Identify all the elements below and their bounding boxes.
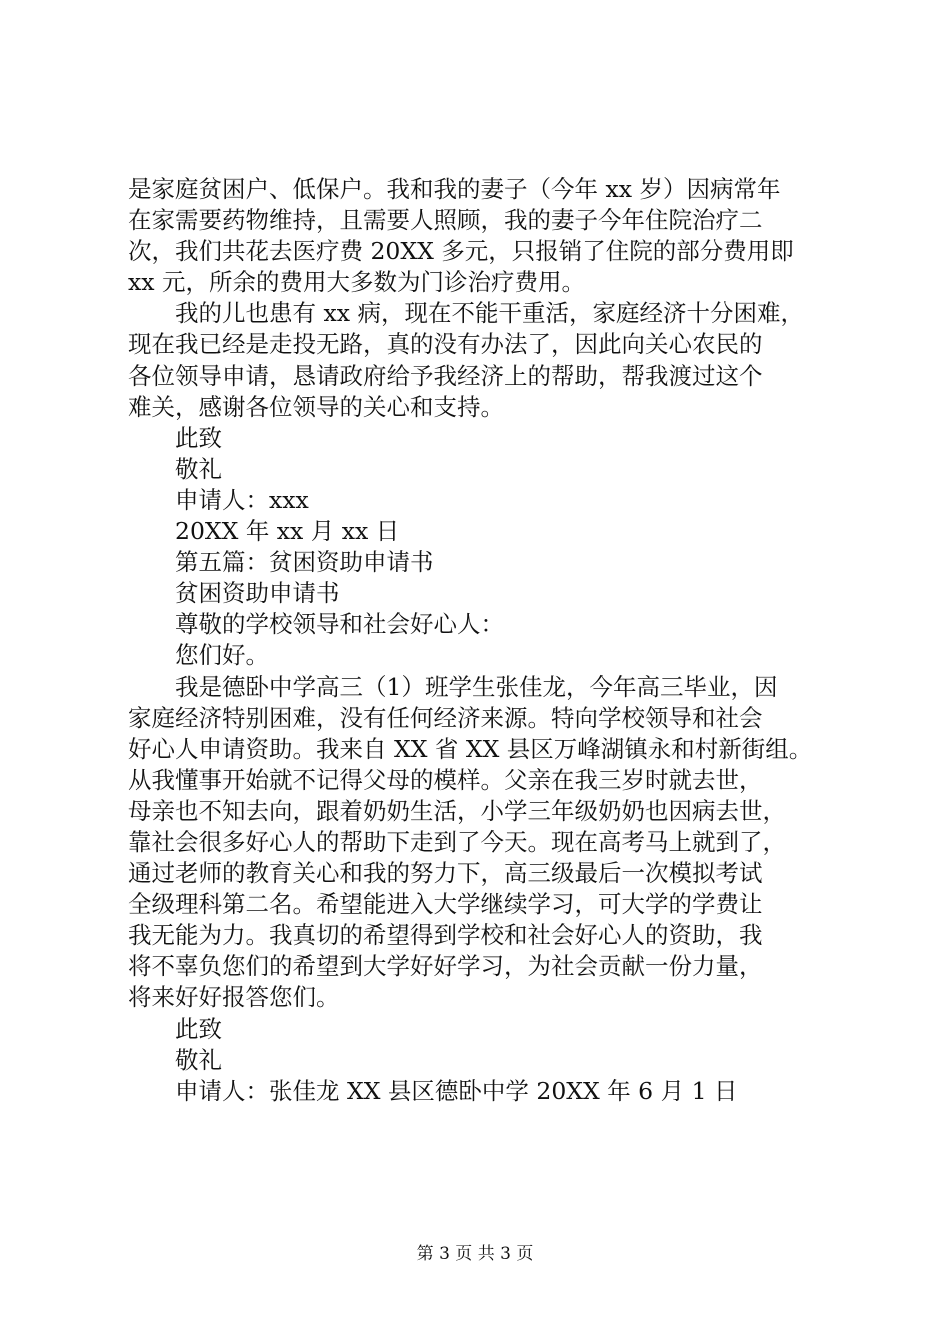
text-line: 我的儿也患有 xx 病，现在不能干重活，家庭经济十分困难， [175, 299, 804, 328]
text-line: 难关，感谢各位领导的关心和支持。 [128, 392, 504, 421]
text-line: 申请人：xxx [175, 485, 309, 514]
text-line: 敬礼 [175, 454, 222, 483]
text-line: 好心人申请资助。我来自 XX 省 XX 县区万峰湖镇永和村新街组。 [128, 734, 813, 763]
text-line: 将不辜负您们的希望到大学好好学习，为社会贡献一份力量， [128, 952, 763, 981]
text-line: 敬礼 [175, 1045, 222, 1074]
text-line: 母亲也不知去向，跟着奶奶生活，小学三年级奶奶也因病去世， [128, 796, 786, 825]
text-line: 尊敬的学校领导和社会好心人： [175, 610, 504, 639]
text-line: 家庭经济特别困难，没有任何经济来源。特向学校领导和社会 [128, 703, 763, 732]
text-line: 20XX 年 xx 月 xx 日 [175, 517, 400, 546]
text-line: 全级理科第二名。希望能进入大学继续学习，可大学的学费让 [128, 890, 763, 919]
text-line: 您们好。 [175, 641, 269, 670]
page-footer: 第 3 页 共 3 页 [416, 1244, 534, 1264]
text-line: 将来好好报答您们。 [128, 983, 340, 1012]
text-line: 各位领导申请，恳请政府给予我经济上的帮助，帮我渡过这个 [128, 361, 763, 390]
text-line: xx 元，所余的费用大多数为门诊治疗费用。 [128, 268, 585, 297]
text-line: 第五篇：贫困资助申请书 [175, 548, 434, 577]
text-line: 现在我已经是走投无路，真的没有办法了，因此向关心农民的 [128, 330, 763, 359]
text-line: 此致 [175, 423, 222, 452]
text-line: 此致 [175, 1014, 222, 1043]
text-line: 从我懂事开始就不记得父母的模样。父亲在我三岁时就去世， [128, 765, 763, 794]
text-line: 我无能为力。我真切的希望得到学校和社会好心人的资助，我 [128, 921, 763, 950]
text-line: 通过老师的教育关心和我的努力下，高三级最后一次模拟考试 [128, 859, 763, 888]
text-line: 申请人：张佳龙 XX 县区德卧中学 20XX 年 6 月 1 日 [175, 1076, 738, 1105]
text-line: 贫困资助申请书 [175, 579, 340, 608]
text-line: 是家庭贫困户、低保户。我和我的妻子（今年 xx 岁）因病常年 [128, 175, 781, 203]
text-line: 靠社会很多好心人的帮助下走到了今天。现在高考马上就到了， [128, 827, 786, 856]
text-line: 在家需要药物维持，且需要人照顾，我的妻子今年住院治疗二 [128, 206, 763, 235]
text-line: 次，我们共花去医疗费 20XX 多元，只报销了住院的部分费用即 [128, 237, 794, 266]
text-line: 我是德卧中学高三（1）班学生张佳龙，今年高三毕业，因 [175, 672, 778, 701]
document-body [128, 174, 848, 1107]
